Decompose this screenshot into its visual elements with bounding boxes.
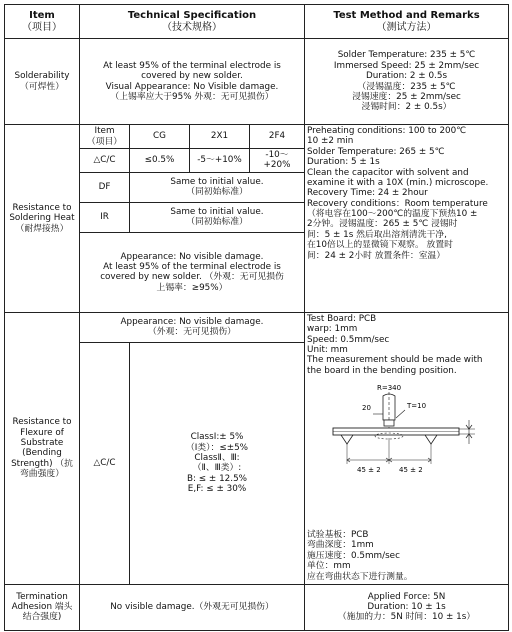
adhesion-test [305, 584, 509, 630]
heat-test-line: 间：24 ± 2小时 放置条件：室温） [307, 250, 446, 261]
header-item-cn: （项目） [22, 21, 62, 33]
heat-test-line: Duration: 5 ± 1s [307, 157, 380, 168]
heat-head-2f4: 2F4 [250, 125, 305, 149]
flexure-test-line: the board in the bending position. [307, 365, 457, 376]
bending-diagram [307, 378, 503, 494]
flexure-class-line: （Ⅰ类）：≤±5% [185, 442, 249, 453]
flexure-test-line: warp: 1mm [307, 324, 358, 335]
flexure-class-line: ClassⅠ:± 5% [190, 432, 244, 443]
heat-item-line: （耐焊接热） [15, 223, 69, 234]
heat-test-line: Recovery Time: 24 ± 2hour [307, 188, 428, 199]
solderability-test-line: 浸锡速度：25 ± 2mm/sec [352, 91, 461, 102]
thickness-leader [396, 410, 405, 418]
solderability-test-line: （浸锡温度：235 ± 5℃ [357, 81, 456, 92]
flexure-appearance-line: （外观：无可见损伤） [148, 327, 236, 338]
heat-dcc-cg: ≤0.5% [130, 149, 190, 173]
heat-ir-line: （同初始标准） [186, 217, 248, 228]
spec-table [4, 4, 509, 631]
solderability-test-line: Duration: 2 ± 0.5s [365, 71, 448, 82]
flexure-item-line: 弯曲强度） [20, 469, 64, 479]
heat-dcc-2f4: -10～+20% [250, 149, 305, 173]
flexure-item-line: Resistance to [12, 417, 72, 428]
heat-df-label: DF [80, 172, 130, 202]
support-right [425, 435, 437, 444]
solderability-row [5, 39, 509, 125]
flexure-test-line: The measurement should be made with [307, 355, 483, 366]
solderability-item [5, 39, 80, 125]
heat-test-line: Preheating conditions: 100 to 200℃ [307, 126, 467, 136]
adhesion-test-line: （施加的力：5N 时间：10 ± 1s） [337, 612, 476, 623]
flexure-appearance-line: Appearance: No visible damage. [120, 316, 264, 327]
flexure-dcc-label: △C/C [80, 342, 130, 584]
adhesion-spec: No visible damage.（外观无可见损伤） [80, 584, 305, 630]
header-test-cn: （测试方法） [376, 21, 437, 33]
flexure-item-line: Flexure of [20, 427, 64, 438]
thickness-label: T=10 [407, 402, 427, 410]
flexure-item-line: (Bending [22, 448, 62, 459]
solderability-test-line: Solder Temperature: 235 ± 5℃ [337, 50, 476, 61]
heat-dcc-2x1: -5～+10% [190, 149, 250, 173]
flexure-test-cn-line: 试验基板：PCB [307, 530, 369, 540]
heat-dcc-label: △C/C [80, 149, 130, 173]
heat-test-line: 间：5 ± 1s 然后取出溶剂清洗干净, [307, 229, 447, 240]
solderability-spec-line: （上锡率应大于95% 外观：无可见损伤） [110, 91, 274, 102]
span-left-label: 45 ± 2 [357, 466, 381, 474]
solderability-test-line: 浸锡时间：2 ± 0.5s） [361, 102, 452, 113]
heat-item [5, 125, 80, 313]
heat-head-cg: CG [130, 125, 190, 149]
flexure-test-line: Unit: mm [307, 344, 348, 355]
flexure-test-line: Speed: 0.5mm/sec [307, 334, 390, 345]
adhesion-row [5, 584, 509, 630]
heat-test-line: Clean the capacitor with solvent and [307, 167, 469, 178]
heat-ir-label: IR [80, 202, 130, 232]
flexure-class-line: ClassⅡ、Ⅲ: [194, 452, 240, 463]
flexure-class-line: （Ⅱ、Ⅲ类）: [192, 463, 242, 474]
adhesion-item-line: Adhesion 端头 [11, 602, 73, 613]
solderability-item-en: Solderability [14, 71, 70, 82]
span-right-label: 45 ± 2 [399, 466, 423, 474]
left-dim-label: 20 [362, 404, 371, 412]
heat-head-2x1: 2X1 [190, 125, 250, 149]
capacitor-chip [384, 420, 394, 426]
heat-df-line: （同初始标准） [186, 187, 248, 198]
header-test [305, 5, 509, 39]
heat-df-line: Same to initial value. [170, 176, 264, 187]
bending-test-figure [307, 378, 506, 528]
header-item-en: Item [29, 9, 55, 21]
heat-test [305, 125, 509, 313]
heat-appearance-line: Appearance: No visible damage. [120, 251, 264, 262]
heat-subheader-row [5, 125, 509, 149]
heat-item-line: Resistance to [12, 202, 72, 213]
heat-test-line: 10 ±2 min [307, 136, 354, 147]
header-test-en: Test Method and Remarks [333, 9, 480, 21]
flexure-class-limits [130, 342, 305, 584]
heat-head-item-en: Item [94, 126, 115, 137]
solderability-spec [80, 39, 305, 125]
flexure-test [305, 312, 509, 584]
adhesion-item [5, 584, 80, 630]
adhesion-item-line: Termination [16, 591, 68, 602]
flexure-test-cn-line: 施压速度：0.5mm/sec [307, 550, 400, 561]
solderability-item-cn: （可焊性） [20, 81, 64, 92]
solderability-spec-line: At least 95% of the terminal electrode is [103, 60, 281, 71]
radius-label: R=340 [377, 384, 402, 392]
header-spec-en: Technical Specification [127, 9, 257, 21]
flexure-test-cn-line: 弯曲深度：1mm [307, 540, 374, 551]
solderability-test-line: Immersed Speed: 25 ± 2mm/sec [333, 60, 480, 71]
header-spec-cn: （技术规格） [162, 21, 222, 33]
flexure-item-line: Strength) （抗 [11, 458, 73, 469]
flexure-class-line: E,F: ≤ ± 30% [187, 484, 247, 494]
heat-head-item-cn: （项目） [86, 136, 123, 147]
solderability-test [305, 39, 509, 125]
heat-df-value [130, 172, 305, 202]
heat-head-item [80, 125, 130, 149]
flexure-appearance [80, 312, 305, 342]
flexure-appearance-row [5, 312, 509, 342]
heat-test-line: （将电容在100～200℃的温度下预热10 ± [307, 209, 478, 219]
flexure-item-line: Substrate [20, 437, 64, 448]
adhesion-test-line: Duration: 10 ± 1s [367, 602, 446, 613]
heat-test-line: examine it with a 10X (min.) microscope. [307, 177, 489, 188]
flexure-test-line: Test Board: PCB [307, 313, 377, 324]
solderability-spec-line: covered by new solder. [141, 71, 243, 82]
heat-appearance-line: covered by new solder. （外观：无可见损伤 [100, 272, 284, 283]
flexure-class-line: B: ≤ ± 12.5% [186, 473, 248, 484]
heat-appearance [80, 232, 305, 312]
heat-appearance-line: At least 95% of the terminal electrode is [103, 261, 281, 272]
heat-test-line: Recovery conditions：Room temperature [307, 198, 488, 209]
solderability-spec-line: Visual Appearance: No Visible damage. [105, 81, 279, 92]
flexure-test-cn-line: 单位：mm [307, 561, 351, 572]
heat-test-line: 2分钟。浸锡温度：265 ± 5℃ 浸锡时 [307, 219, 458, 230]
heat-ir-value [130, 202, 305, 232]
adhesion-test-line: Applied Force: 5N [367, 591, 446, 602]
header-item [5, 5, 80, 39]
heat-ir-line: Same to initial value. [170, 206, 264, 217]
adhesion-item-line: 结合强度) [22, 612, 62, 623]
support-left [341, 435, 353, 444]
flexure-item [5, 312, 80, 584]
heat-test-line: 在10倍以上的显微镜下观察。 放置时 [307, 240, 453, 251]
heat-item-line: Soldering Heat [9, 213, 75, 224]
heat-test-line: Solder Temperature: 265 ± 5℃ [307, 146, 445, 157]
header-spec [80, 5, 305, 39]
header-row [5, 5, 509, 39]
heat-appearance-line: 上锡率：≥95%） [156, 282, 228, 293]
flexure-test-cn-line: 应在弯曲状态下进行测量。 [307, 571, 413, 582]
